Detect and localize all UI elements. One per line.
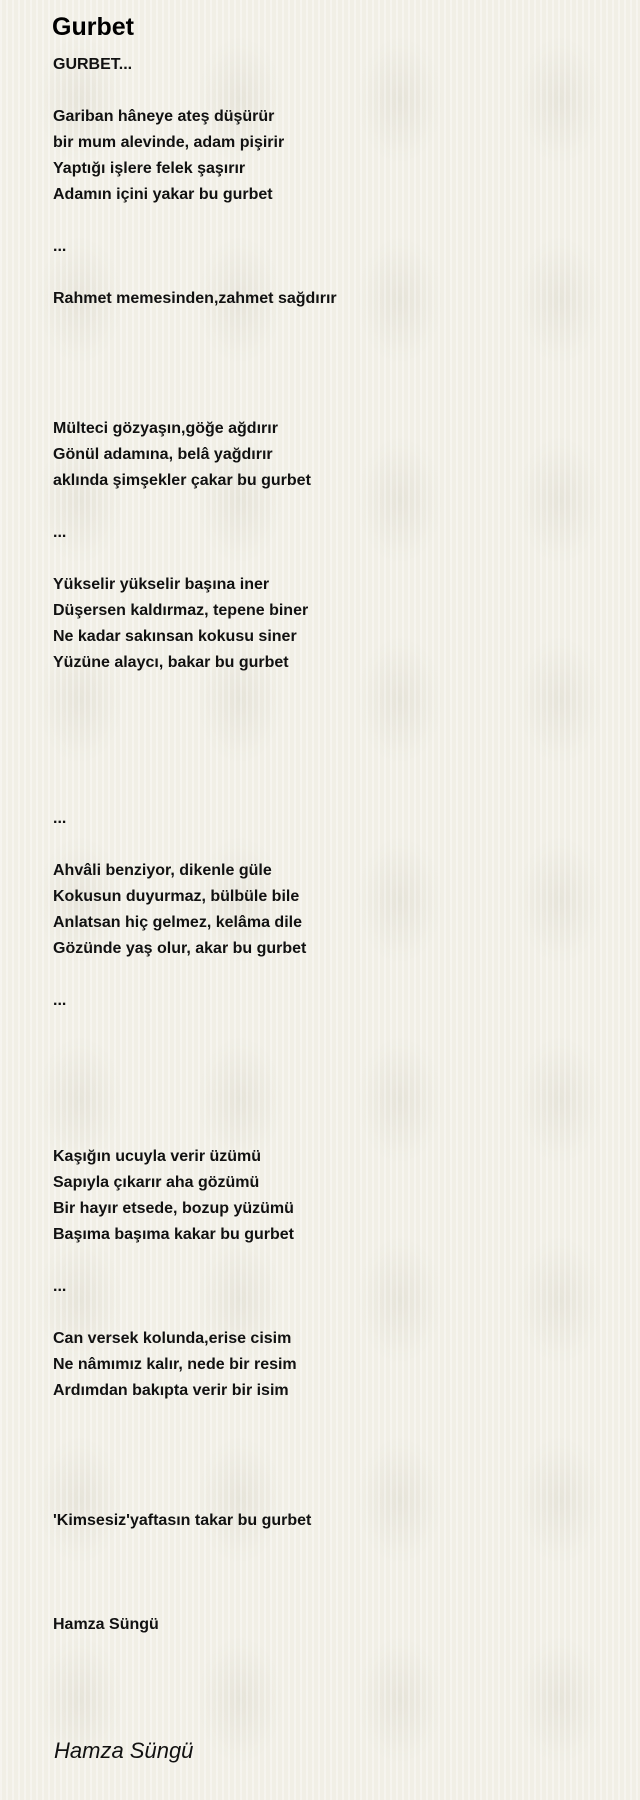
poem-line: aklında şimşekler çakar bu gurbet [53,472,311,489]
poem-line: Ne kadar sakınsan kokusu siner [53,628,297,645]
blank-line [53,260,613,286]
poem-line: bir mum alevinde, adam pişirir [53,134,285,151]
poem-line: Hamza Süngü [53,1616,159,1633]
poem-line: Can versek kolunda,erise cisim [53,1330,292,1347]
page-title: Gurbet [52,13,134,41]
blank-line [53,208,613,234]
blank-line [53,1456,613,1482]
blank-line [53,494,613,520]
poem-line: ... [53,1278,67,1295]
poem-line: Anlatsan hiç gelmez, kelâma dile [53,914,302,931]
poem-line: Bir hayır etsede, bozup yüzümü [53,1200,294,1217]
blank-line [53,728,613,754]
poem-line: ... [53,992,67,1009]
poem-line: Yüzüne alaycı, bakar bu gurbet [53,654,289,671]
poem-line: Düşersen kaldırmaz, tepene biner [53,602,309,619]
blank-line [53,1534,613,1560]
blank-line [53,754,613,780]
blank-line [53,546,613,572]
blank-line [53,1404,613,1430]
poem-line: GURBET... [53,56,133,73]
blank-line [53,390,613,416]
blank-line [53,1014,613,1040]
blank-line [53,962,613,988]
blank-line [53,1040,613,1066]
poem-line: ... [53,238,67,255]
poem-line: Adamın içini yakar bu gurbet [53,186,273,203]
poem-line: ... [53,524,67,541]
blank-line [53,1482,613,1508]
author-signature: Hamza Süngü [54,1738,194,1763]
poem-line: Yükselir yükselir başına iner [53,576,270,593]
blank-line [53,1560,613,1586]
poem-line: Ardımdan bakıpta verir bir isim [53,1382,289,1399]
blank-line [53,338,613,364]
blank-line [53,312,613,338]
blank-line [53,1248,613,1274]
blank-line [53,1092,613,1118]
poem-line: Gözünde yaş olur, akar bu gurbet [53,940,307,957]
poem-line: Kaşığın ucuyla verir üzümü [53,1148,262,1165]
blank-line [53,1118,613,1144]
blank-line [53,676,613,702]
poem-line: Sapıyla çıkarır aha gözümü [53,1174,260,1191]
poem-line: Ne nâmımız kalır, nede bir resim [53,1356,297,1373]
blank-line [53,1066,613,1092]
poem-body [53,52,613,1638]
poem-line: Kokusun duyurmaz, bülbüle bile [53,888,300,905]
poem-line: Mülteci gözyaşın,göğe ağdırır [53,420,278,437]
blank-line [53,832,613,858]
poem-line: Rahmet memesinden,zahmet sağdırır [53,290,337,307]
blank-line [53,1430,613,1456]
poem-line: ... [53,810,67,827]
poem-line: Başıma başıma kakar bu gurbet [53,1226,294,1243]
blank-line [53,364,613,390]
poem-line: Ahvâli benziyor, dikenle güle [53,862,272,879]
blank-line [53,702,613,728]
poem-line: Yaptığı işlere felek şaşırır [53,160,246,177]
blank-line [53,78,613,104]
blank-line [53,1300,613,1326]
blank-line [53,1586,613,1612]
blank-line [53,780,613,806]
poem-line: Gariban hâneye ateş düşürür [53,108,275,125]
poem-line: 'Kimsesiz'yaftasın takar bu gurbet [53,1512,312,1529]
poem-line: Gönül adamına, belâ yağdırır [53,446,273,463]
